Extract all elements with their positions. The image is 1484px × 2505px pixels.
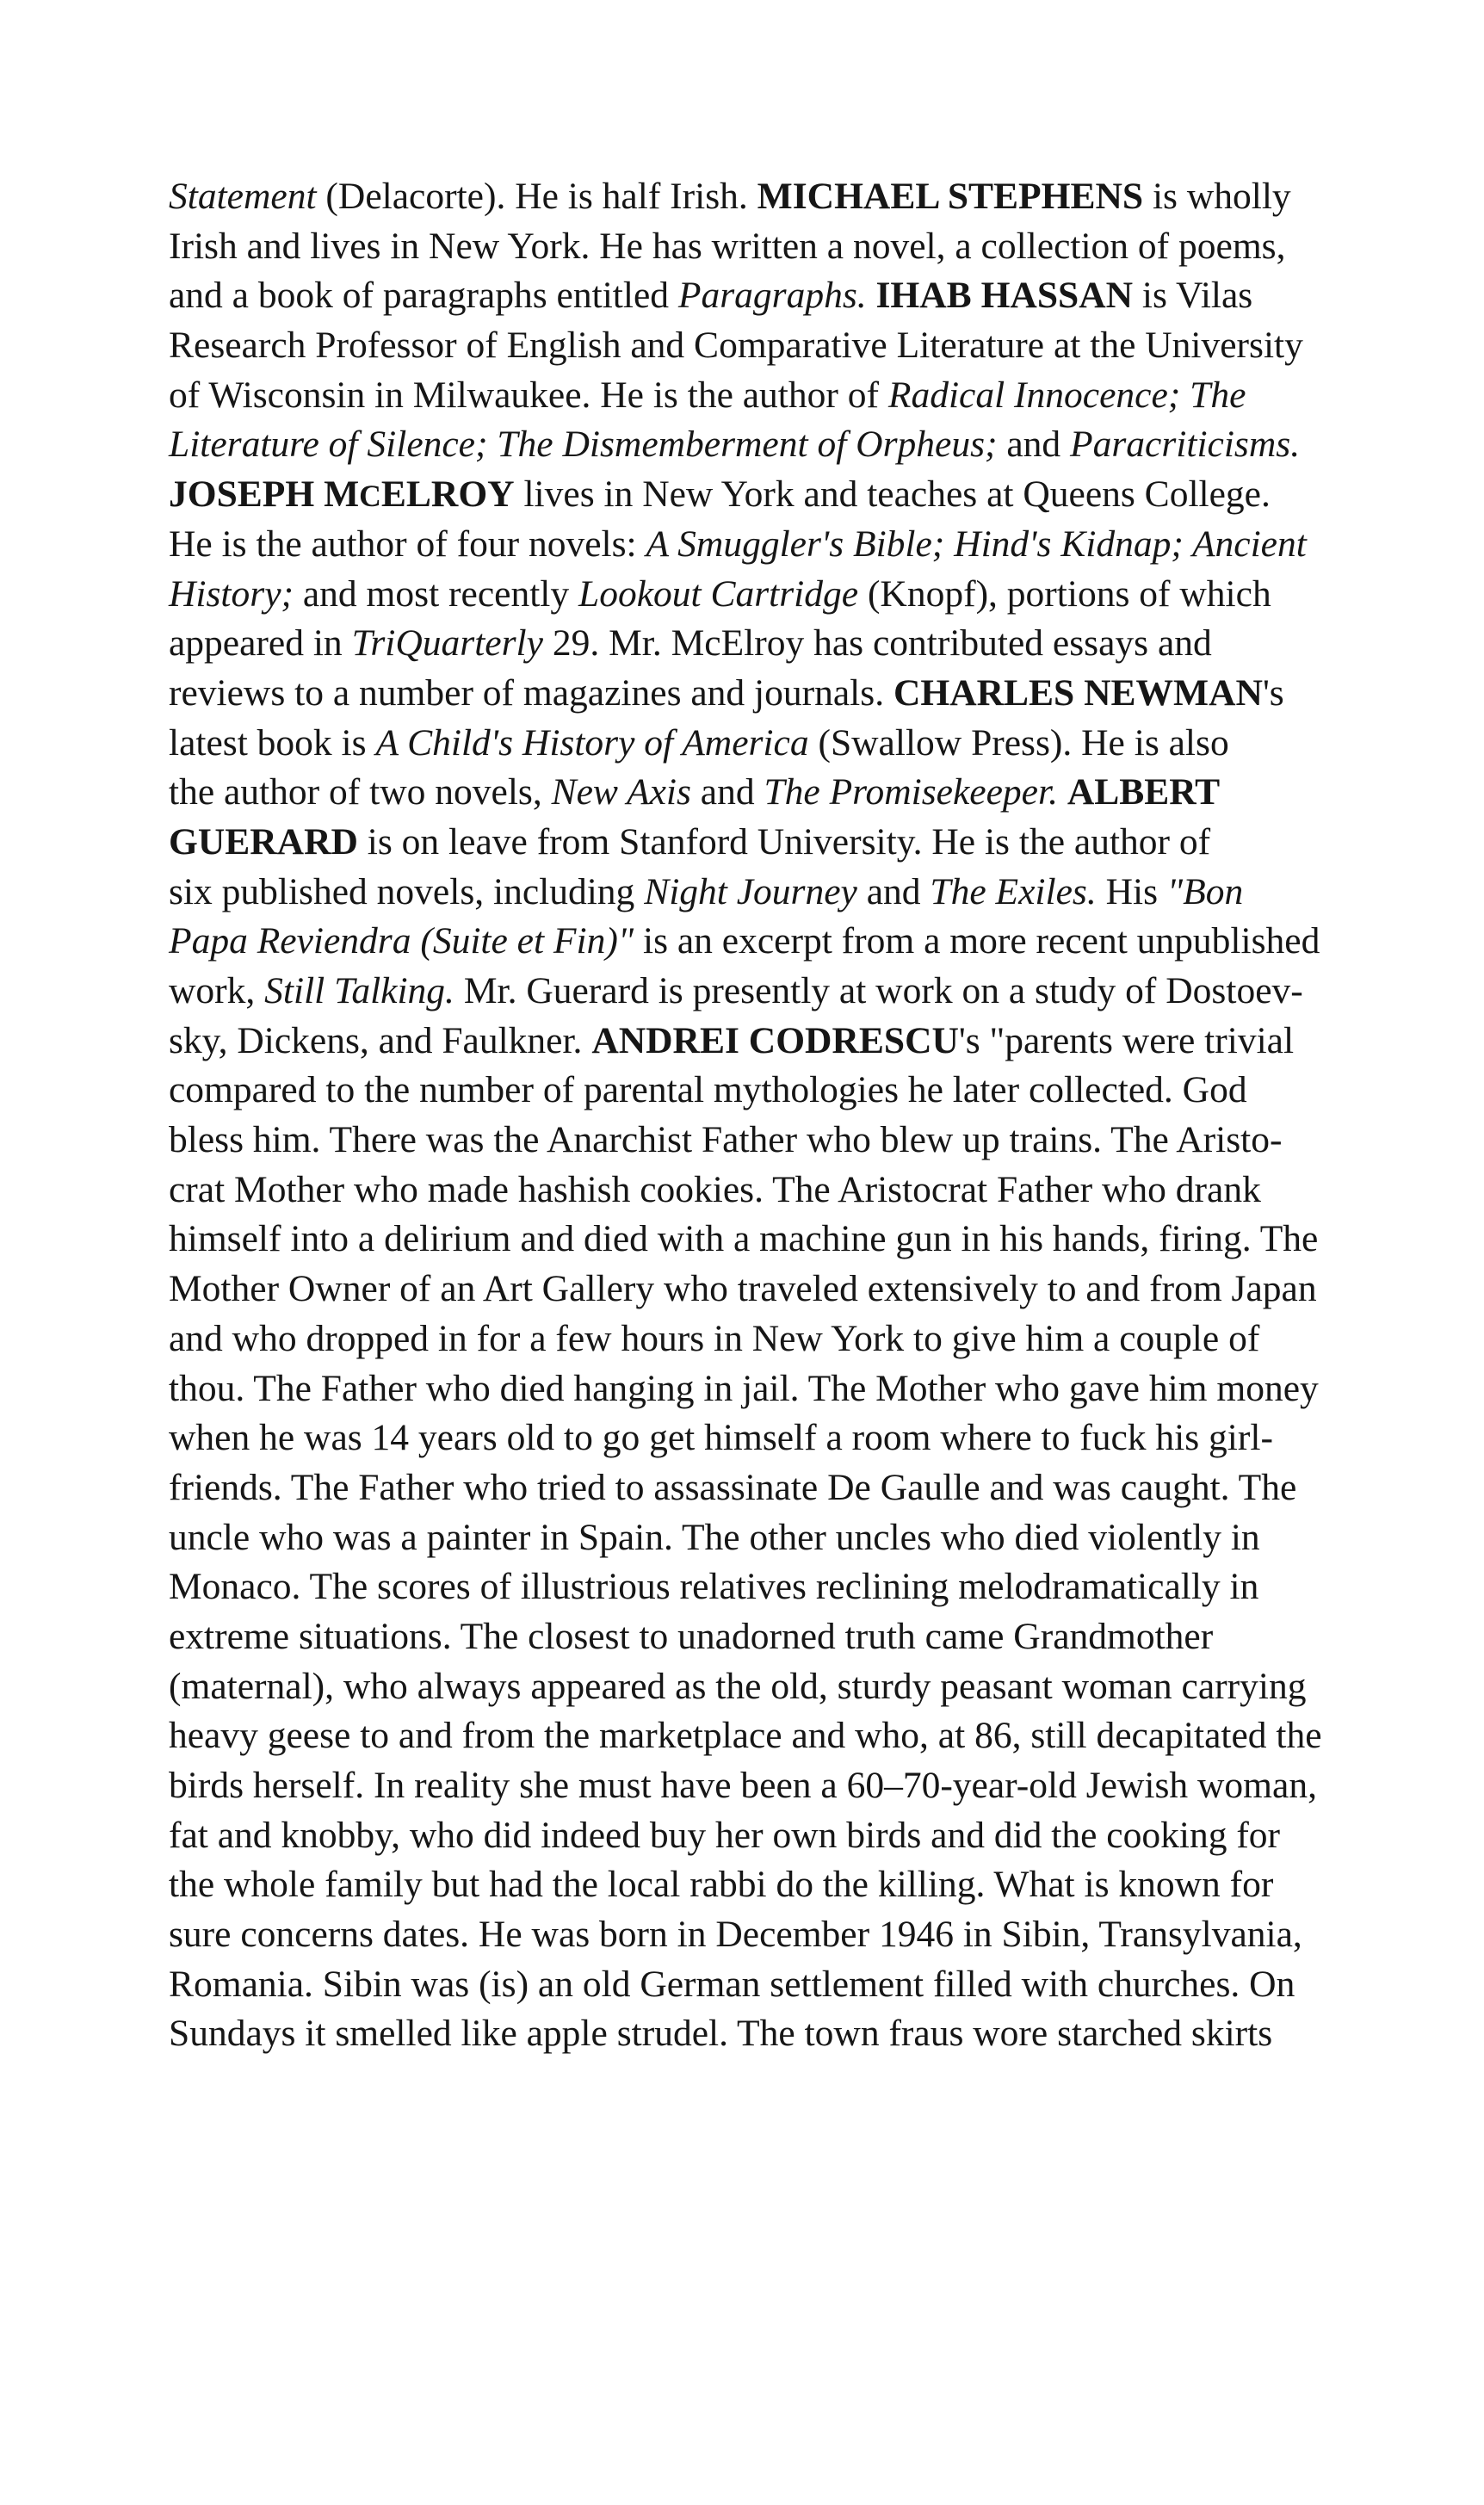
text-run: Mother Owner of an Art Gallery who traveled extensively to and from Japan	[169, 1268, 1317, 1310]
text-line	[169, 172, 1348, 222]
text-line	[169, 2009, 1348, 2059]
text-line	[169, 669, 1348, 719]
text-line	[169, 1960, 1348, 2010]
text-line	[169, 570, 1348, 620]
text-line	[169, 1314, 1348, 1364]
text-run: of Wisconsin in Milwaukee. He is the author of	[169, 374, 888, 416]
text-run: Paracriticisms.	[1070, 424, 1301, 466]
text-line	[169, 1513, 1348, 1563]
text-line	[169, 719, 1348, 769]
text-line	[169, 1166, 1348, 1215]
text-run: and a book of paragraphs entitled	[169, 275, 678, 317]
text-run: Romania. Sibin was (is) an old German settlement filled with churches. On	[169, 1963, 1295, 2005]
text-run: and	[856, 870, 931, 912]
text-run: ANDREI CODRESCU	[591, 1019, 959, 1061]
text-run: He is the author of four novels:	[169, 523, 646, 565]
text-run: fat and knobby, who did indeed buy her own birds and did the cooking for	[169, 1814, 1281, 1856]
text-run: A Smuggler's Bible; Hind's Kidnap; Ancient	[646, 523, 1307, 565]
text-run: MICHAEL STEPHENS	[757, 176, 1144, 217]
text-run: the author of two novels,	[169, 771, 552, 813]
text-line	[169, 967, 1348, 1017]
text-line	[169, 1761, 1348, 1811]
text-run: Literature of Silence; The Dismemberment of Orpheus;	[169, 424, 998, 466]
text-run: is on leave from Stanford University. He is the author of	[357, 820, 1211, 863]
text-run: (Swallow Press). He is also	[808, 721, 1229, 764]
text-run: His	[1096, 870, 1167, 912]
text-run: History;	[169, 572, 294, 615]
text-run: 's	[1262, 671, 1284, 714]
text-line	[169, 222, 1348, 272]
text-line	[169, 271, 1348, 321]
text-run: compared to the number of parental mythologies he later collected. God	[169, 1069, 1247, 1111]
text-line	[169, 1910, 1348, 1960]
text-run: latest book is	[169, 721, 376, 764]
text-run: New Axis	[551, 771, 691, 813]
text-run: Radical Innocence; The	[887, 374, 1246, 416]
text-run: A Child's History of America	[375, 721, 809, 764]
text-line	[169, 1364, 1348, 1414]
text-line	[169, 619, 1348, 669]
text-run: Mr. Guerard is presently at work on a study of Dostoev-	[454, 970, 1303, 1011]
text-run: is Vilas	[1133, 275, 1253, 317]
text-run: Lookout Cartridge	[578, 572, 859, 615]
text-line	[169, 520, 1348, 570]
text-line	[169, 1662, 1348, 1712]
text-run: friends. The Father who tried to assassinate De Gaulle and was caught. The	[169, 1466, 1297, 1508]
text-run: and	[997, 424, 1071, 466]
text-run: heavy geese to and from the marketplace and who, at 86, still decapitated the	[169, 1715, 1322, 1757]
text-run: 29. Mr. McElroy has contributed essays and	[542, 622, 1212, 665]
text-run: and most recently	[294, 572, 578, 615]
text-run: Paragraphs.	[677, 275, 867, 317]
text-run: "Bon	[1166, 870, 1244, 912]
text-run: is an excerpt from a more recent unpublished	[634, 920, 1320, 962]
text-run: six published novels, including	[169, 870, 645, 912]
text-line	[169, 1066, 1348, 1116]
text-line	[169, 1811, 1348, 1861]
text-line	[169, 470, 1348, 520]
text-line	[169, 1612, 1348, 1662]
text-run: when he was 14 years old to go get himself a room where to fuck his girl-	[169, 1417, 1273, 1459]
text-run: lives in New York and teaches at Queens College.	[514, 473, 1271, 516]
text-run: (Knopf), portions of which	[858, 572, 1271, 615]
text-run: JOSEPH M	[169, 473, 360, 516]
text-run: Night Journey	[644, 870, 857, 912]
text-run: The Exiles.	[930, 870, 1097, 912]
text-line	[169, 321, 1348, 371]
text-run: Monaco. The scores of illustrious relatives reclining melodramatically in	[169, 1566, 1259, 1608]
text-run: the whole family but had the local rabbi do the killing. What is known for	[169, 1864, 1274, 1906]
text-line	[169, 1017, 1348, 1067]
text-run: crat Mother who made hashish cookies. The Aristocrat Father who drank	[169, 1168, 1261, 1210]
text-run: The Promisekeeper.	[764, 771, 1058, 813]
text-line	[169, 1265, 1348, 1314]
text-run: and	[690, 771, 764, 813]
text-run: sure concerns dates. He was born in December 1946 in Sibin, Transylvania,	[169, 1914, 1302, 1956]
text-run: CHARLES NEWMAN	[893, 671, 1263, 714]
text-run: bless him. There was the Anarchist Father who blew up trains. The Aristo-	[169, 1119, 1283, 1161]
text-run: extreme situations. The closest to unadorned truth came Grandmother	[169, 1615, 1214, 1657]
text-run: ALBERT	[1067, 771, 1221, 813]
text-line	[169, 1413, 1348, 1463]
text-run: 's "parents were trivial	[958, 1019, 1295, 1061]
text-line	[169, 768, 1348, 818]
text-line	[169, 1463, 1348, 1513]
text-run: (maternal), who always appeared as the old, sturdy peasant woman carrying	[169, 1665, 1307, 1707]
contributors-notes-text	[169, 172, 1348, 2059]
text-run: Sundays it smelled like apple strudel. The town fraus wore starched skirts	[169, 2013, 1273, 2055]
text-run: is wholly	[1143, 176, 1291, 217]
text-run: IHAB HASSAN	[875, 275, 1134, 317]
text-run: GUERARD	[169, 820, 358, 863]
text-run: Papa Reviendra (Suite et Fin)"	[169, 920, 634, 962]
text-line	[169, 1562, 1348, 1612]
text-line	[169, 1116, 1348, 1166]
text-line	[169, 1711, 1348, 1761]
text-line	[169, 917, 1348, 967]
text-run: TriQuarterly	[351, 622, 543, 665]
text-run: C	[359, 479, 381, 514]
text-run	[867, 275, 876, 316]
text-run: (Delacorte). He is half Irish.	[316, 176, 757, 217]
text-line	[169, 1215, 1348, 1265]
text-run: and who dropped in for a few hours in New York to give him a couple of	[169, 1317, 1260, 1359]
text-run: work,	[169, 970, 265, 1011]
text-run: Still Talking.	[264, 970, 454, 1011]
text-run: Research Professor of English and Comparative Literature at the University	[169, 325, 1303, 367]
text-line	[169, 1860, 1348, 1910]
text-run: reviews to a number of magazines and journals.	[169, 671, 893, 714]
text-run: himself into a delirium and died with a machine gun in his hands, firing. The	[169, 1218, 1319, 1260]
text-line	[169, 420, 1348, 470]
text-run: ELROY	[380, 473, 515, 516]
text-line	[169, 868, 1348, 918]
text-line	[169, 818, 1348, 868]
text-run: thou. The Father who died hanging in jail. The Mother who gave him money	[169, 1367, 1319, 1409]
text-run: Statement	[169, 176, 317, 217]
text-run: sky, Dickens, and Faulkner.	[169, 1019, 592, 1061]
text-run: uncle who was a painter in Spain. The other uncles who died violently in	[169, 1516, 1260, 1558]
text-run: birds herself. In reality she must have been a 60–70-year-old Jewish woman,	[169, 1765, 1317, 1806]
text-line	[169, 371, 1348, 421]
text-run	[1058, 771, 1067, 813]
text-run: Irish and lives in New York. He has written a novel, a collection of poems,	[169, 225, 1286, 267]
text-run: appeared in	[169, 622, 352, 665]
